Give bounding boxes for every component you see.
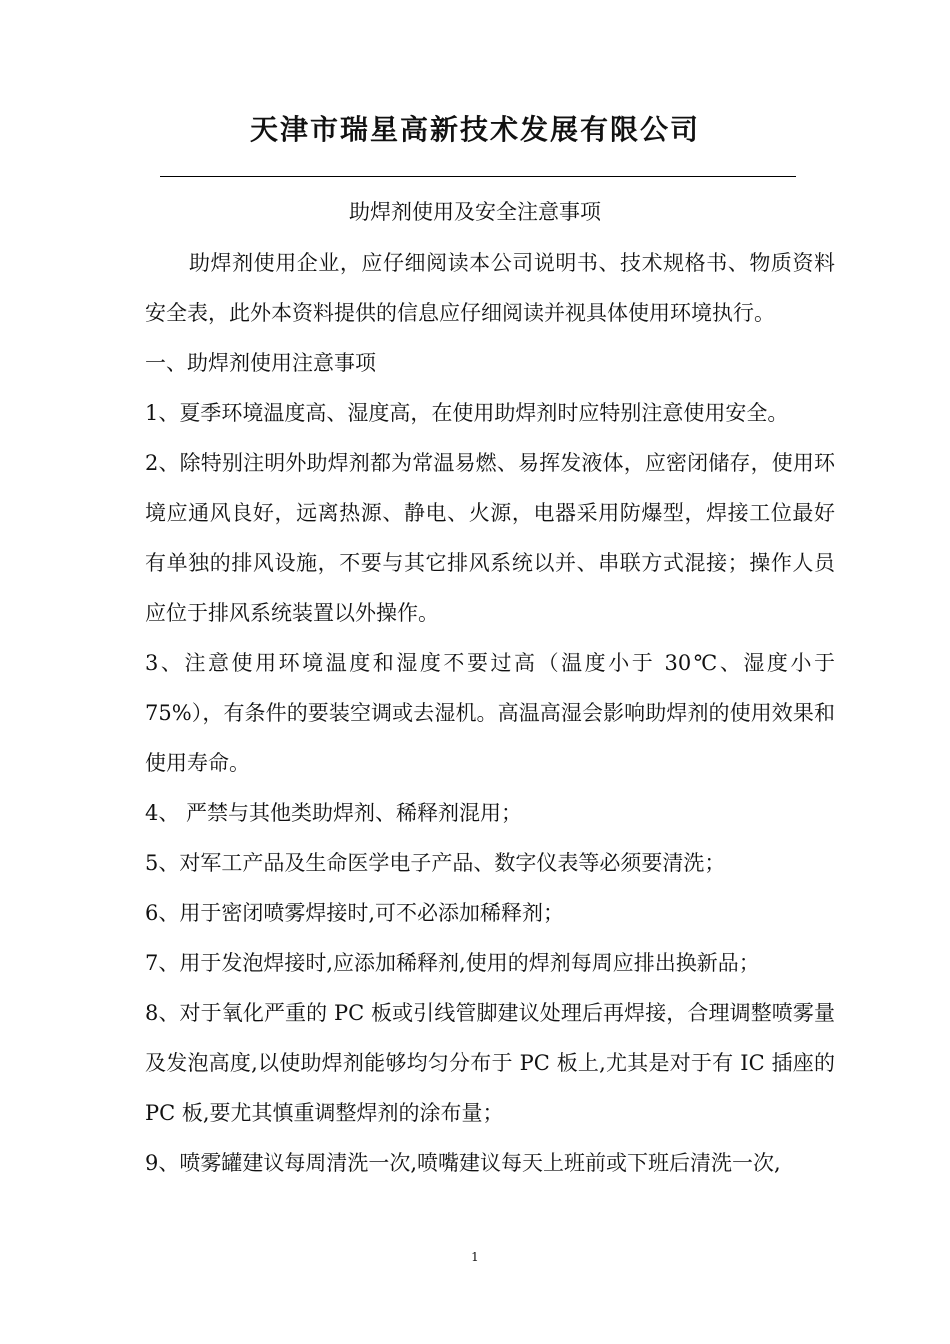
- list-item: 5、对军工产品及生命医学电子产品、数字仪表等必须要清洗；: [145, 851, 726, 875]
- list-item: 8、对于氧化严重的 PC 板或引线管脚建议处理后再焊接，合理调整喷雾量及发泡高度,以使助焊剂能够均匀分布于 PC 板上,尤其是对于有 IC 插座的 PC 板,要尤其慎重调整焊剂的涂布量；: [145, 1001, 835, 1125]
- list-item: 7、用于发泡焊接时,应添加稀释剂,使用的焊剂每周应排出换新品；: [145, 951, 760, 975]
- header-rule: [160, 176, 796, 177]
- page-number: 1: [471, 1250, 479, 1264]
- section-heading: 一、助焊剂使用注意事项: [145, 351, 376, 375]
- intro-paragraph: 助焊剂使用企业，应仔细阅读本公司说明书、技术规格书、物质资料安全表，此外本资料提供的信息应仔细阅读并视具体使用环境执行。: [145, 251, 835, 325]
- company-name-heading: 天津市瑞星高新技术发展有限公司: [249, 113, 700, 146]
- document-body: [145, 238, 835, 1188]
- list-item: 9、喷雾罐建议每周清洗一次,喷嘴建议每天上班前或下班后清洗一次,: [145, 1151, 781, 1175]
- list-item: 6、用于密闭喷雾焊接时,可不必添加稀释剂；: [145, 901, 565, 925]
- list-item: 4、 严禁与其他类助焊剂、稀释剂混用；: [145, 801, 523, 825]
- list-item: 3、注意使用环境温度和湿度不要过高（温度小于 30℃、湿度小于 75%），有条件的要装空调或去湿机。高温高湿会影响助焊剂的使用效果和使用寿命。: [145, 651, 835, 775]
- document-title: 助焊剂使用及安全注意事项: [349, 200, 601, 224]
- list-item: 2、除特别注明外助焊剂都为常温易燃、易挥发液体，应密闭储存，使用环境应通风良好，远离热源、静电、火源，电器采用防爆型，焊接工位最好有单独的排风设施，不要与其它排风系统以并、串联方式混接；操作人员应位于排风系统装置以外操作。: [145, 451, 835, 625]
- list-item: 1、夏季环境温度高、湿度高，在使用助焊剂时应特别注意使用安全。: [145, 401, 789, 425]
